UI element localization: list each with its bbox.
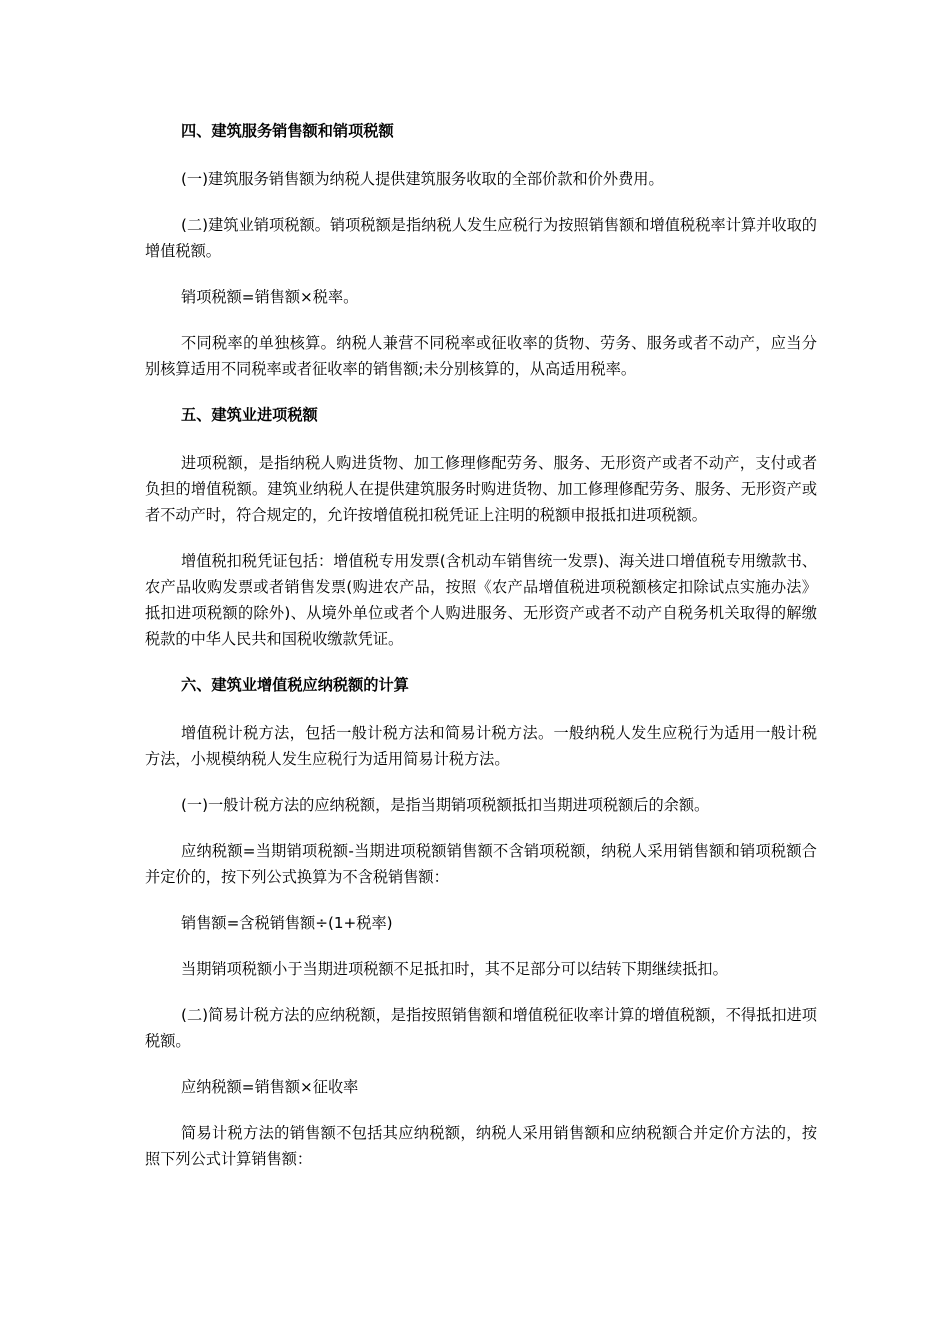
paragraph: 不同税率的单独核算。纳税人兼营不同税率或征收率的货物、劳务、服务或者不动产，应当分别核算适用不同税率或者征收率的销售额;未分别核算的，从高适用税率。 <box>145 334 817 378</box>
formula: 应纳税额=销售额×征收率 <box>181 1078 359 1096</box>
section-heading-6: 六、建筑业增值税应纳税额的计算 <box>181 676 409 694</box>
formula: 销项税额=销售额×税率。 <box>181 288 359 306</box>
document-page <box>145 118 817 1192</box>
paragraph: 进项税额，是指纳税人购进货物、加工修理修配劳务、服务、无形资产或者不动产，支付或者负担的增值税额。建筑业纳税人在提供建筑服务时购进货物、加工修理修配劳务、服务、无形资产或者不动产时，符合规定的，允许按增值税扣税凭证上注明的税额申报抵扣进项税额。 <box>145 454 817 524</box>
section-heading-4: 四、建筑服务销售额和销项税额 <box>181 122 394 140</box>
paragraph: 当期销项税额小于当期进项税额不足抵扣时，其不足部分可以结转下期继续抵扣。 <box>181 960 728 978</box>
paragraph: (二)简易计税方法的应纳税额，是指按照销售额和增值税征收率计算的增值税额，不得抵扣进项税额。 <box>145 1006 817 1050</box>
paragraph: (一)一般计税方法的应纳税额，是指当期销项税额抵扣当期进项税额后的余额。 <box>181 796 710 814</box>
paragraph: 增值税扣税凭证包括：增值税专用发票(含机动车销售统一发票)、海关进口增值税专用缴款书、农产品收购发票或者销售发票(购进农产品，按照《农产品增值税进项税额核定扣除试点实施办法》抵扣进项税额的除外)、从境外单位或者个人购进服务、无形资产或者不动产自税务机关取得的解缴税款的中华人民共和国税收缴款凭证。 <box>145 552 817 648</box>
formula: 销售额=含税销售额÷(1+税率) <box>181 914 393 932</box>
paragraph: (二)建筑业销项税额。销项税额是指纳税人发生应税行为按照销售额和增值税税率计算并收取的增值税额。 <box>145 216 817 260</box>
paragraph: 应纳税额=当期销项税额-当期进项税额销售额不含销项税额，纳税人采用销售额和销项税额合并定价的，按下列公式换算为不含税销售额： <box>145 842 817 886</box>
paragraph: 简易计税方法的销售额不包括其应纳税额，纳税人采用销售额和应纳税额合并定价方法的，按照下列公式计算销售额： <box>145 1124 817 1168</box>
section-heading-5: 五、建筑业进项税额 <box>181 406 318 424</box>
paragraph: (一)建筑服务销售额为纳税人提供建筑服务收取的全部价款和价外费用。 <box>181 170 664 188</box>
paragraph: 增值税计税方法，包括一般计税方法和简易计税方法。一般纳税人发生应税行为适用一般计税方法，小规模纳税人发生应税行为适用简易计税方法。 <box>145 724 817 768</box>
